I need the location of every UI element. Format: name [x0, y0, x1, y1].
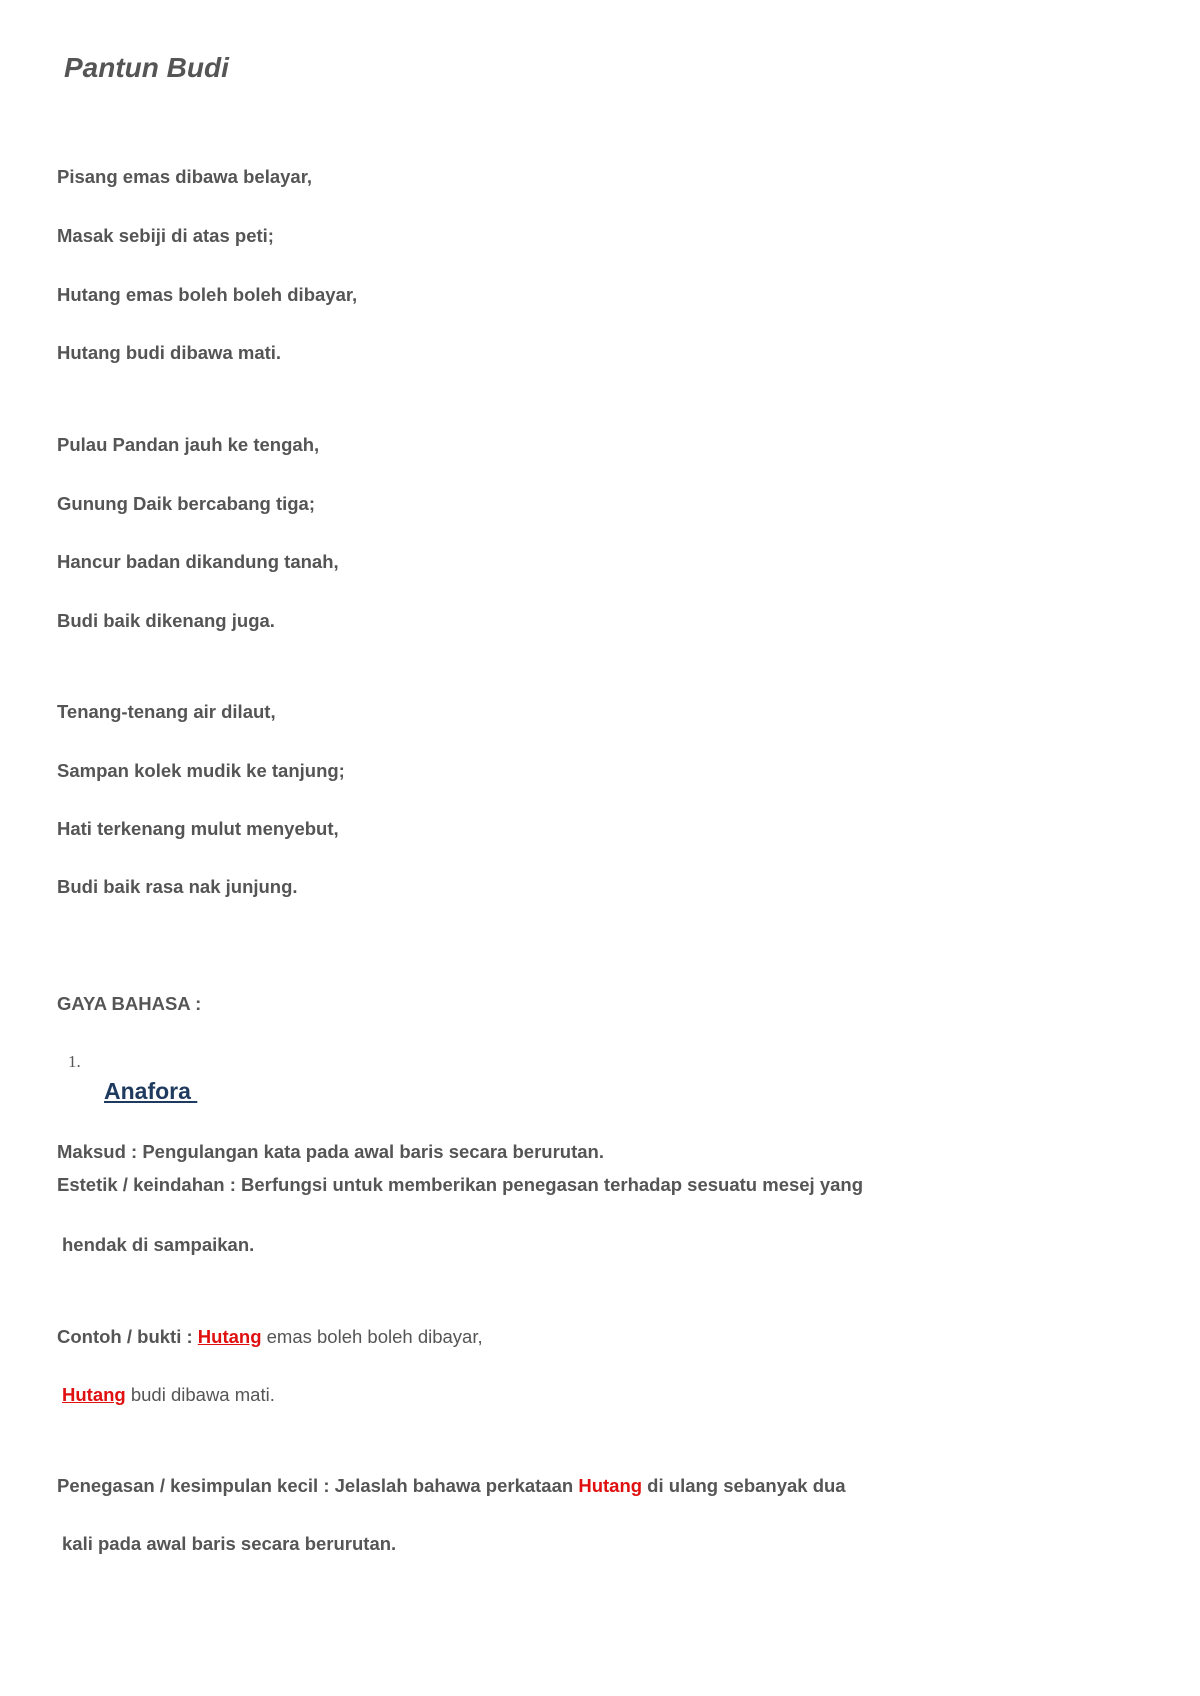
gaya-bahasa-label: GAYA BAHASA :	[57, 993, 202, 1014]
estetik-line2: hendak di sampaikan.	[62, 1234, 255, 1255]
stanza1-line2: Masak sebiji di atas peti;	[57, 225, 274, 246]
penegasan-highlight-word: Hutang	[578, 1475, 643, 1496]
stanza2-line4: Budi baik dikenang juga.	[57, 610, 275, 631]
contoh-highlight-word2: Hutang	[62, 1384, 126, 1405]
stanza3-line3: Hati terkenang mulut menyebut,	[57, 818, 339, 839]
contoh-label: Contoh / bukti :	[57, 1326, 198, 1347]
penegasan-prefix: Penegasan / kesimpulan kecil : Jelaslah bahawa perkataan	[57, 1475, 579, 1496]
stanza1-line1: Pisang emas dibawa belayar,	[57, 166, 313, 187]
stanza2-line3: Hancur badan dikandung tanah,	[57, 551, 339, 572]
stanza3-line1: Tenang-tenang air dilaut,	[57, 701, 276, 722]
stanza2-line1: Pulau Pandan jauh ke tengah,	[57, 434, 320, 455]
penegasan-line2: kali pada awal baris secara berurutan.	[62, 1533, 397, 1554]
penegasan-suffix: di ulang sebanyak dua	[642, 1475, 846, 1496]
contoh-line1	[57, 1326, 483, 1348]
contoh-highlight-word1: Hutang	[197, 1326, 262, 1347]
list-number: 1.	[68, 1052, 81, 1071]
anafora-heading: Anafora	[104, 1078, 198, 1104]
stanza1-line4: Hutang budi dibawa mati.	[57, 342, 282, 363]
stanza3-line2: Sampan kolek mudik ke tanjung;	[57, 760, 345, 781]
stanza1-line3: Hutang emas boleh boleh dibayar,	[57, 284, 358, 305]
stanza3-line4: Budi baik rasa nak junjung.	[57, 876, 298, 897]
document-title: Pantun Budi	[64, 52, 229, 83]
stanza2-line2: Gunung Daik bercabang tiga;	[57, 493, 315, 514]
contoh-line2	[62, 1384, 275, 1406]
penegasan-line1	[57, 1475, 846, 1497]
contoh-rest1: emas boleh boleh dibayar,	[261, 1326, 483, 1347]
estetik-line1: Estetik / keindahan : Berfungsi untuk memberikan penegasan terhadap sesuatu mesej yang	[57, 1174, 864, 1195]
maksud-line: Maksud : Pengulangan kata pada awal baris secara berurutan.	[57, 1141, 604, 1162]
contoh-rest2: budi dibawa mati.	[125, 1384, 275, 1405]
